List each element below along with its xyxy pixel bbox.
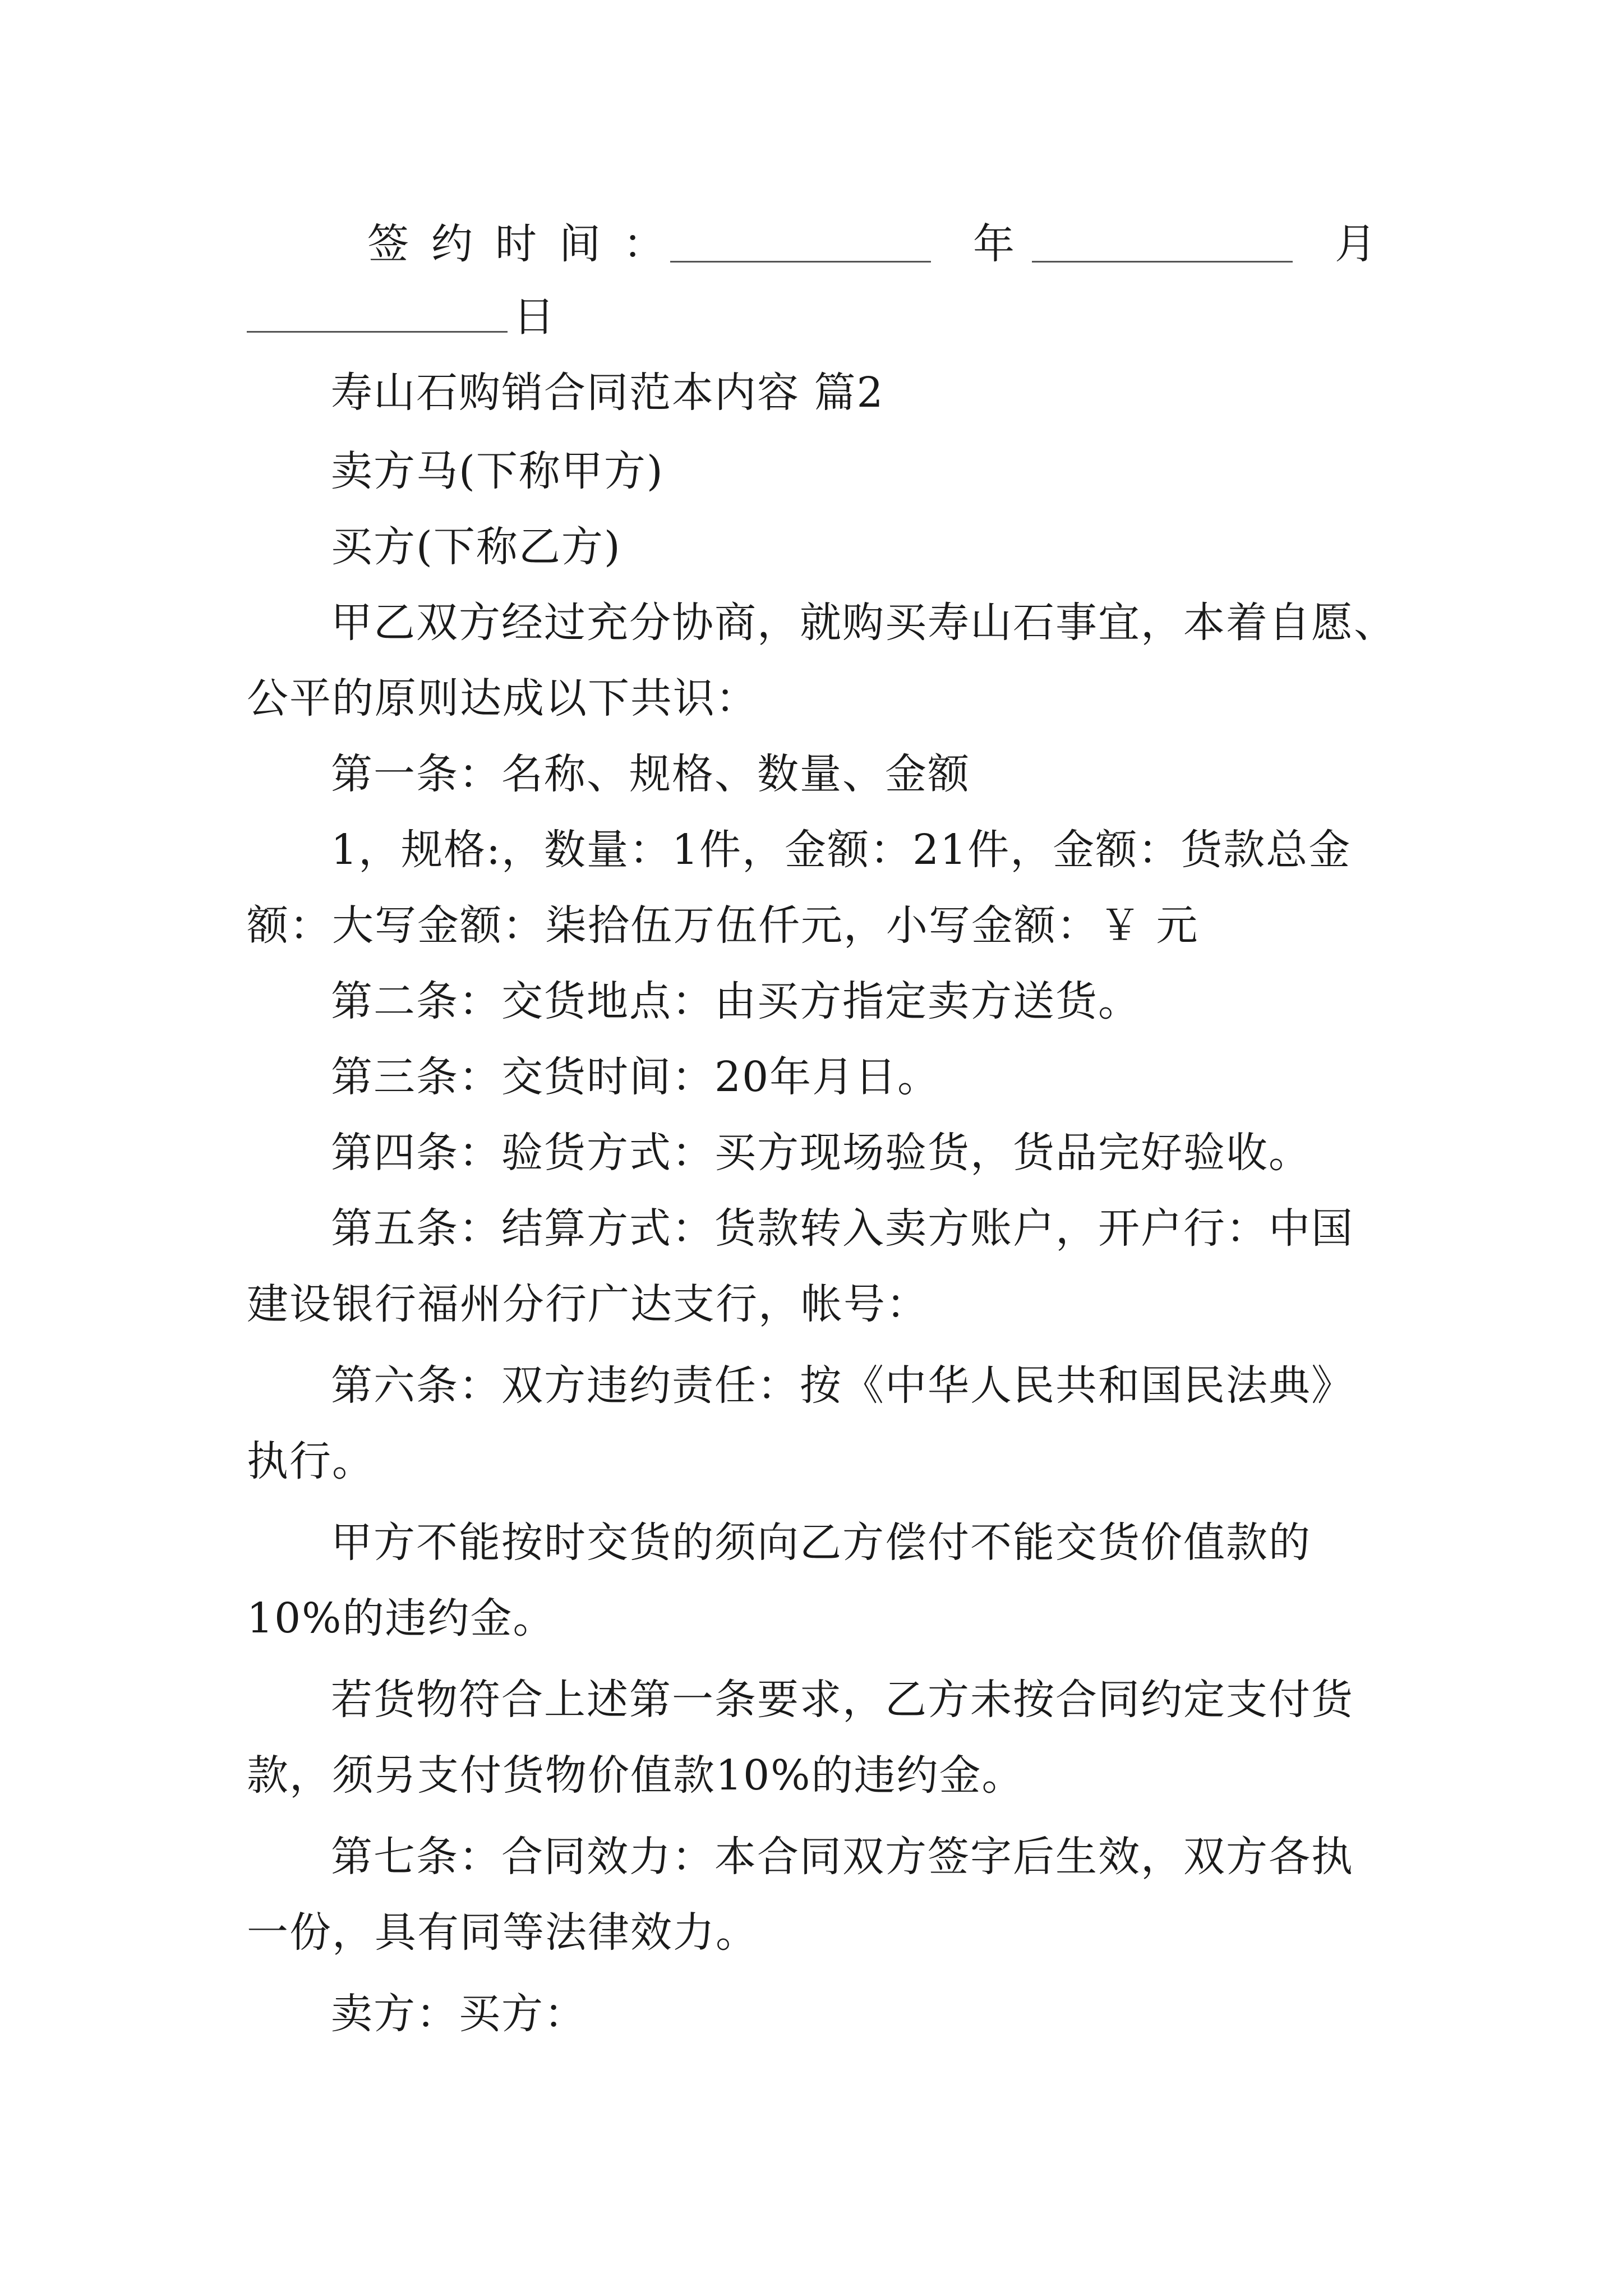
month-label: 月 bbox=[1335, 220, 1376, 268]
article-5-line-2: 建设银行福州分行广达支行，帐号： bbox=[247, 1280, 929, 1328]
buyer-line: 买方(下称乙方) bbox=[331, 523, 621, 571]
article-1-line-1: 1，规格:，数量：1件，金额：21件，金额：货款总金 bbox=[331, 826, 1352, 874]
article-7-line-2: 一份，具有同等法律效力。 bbox=[247, 1908, 758, 1957]
article-3: 第三条：交货时间：20年月日。 bbox=[331, 1053, 940, 1101]
article-7-line-1: 第七条：合同效力：本合同双方签字后生效，双方各执 bbox=[331, 1833, 1354, 1881]
day-blank bbox=[247, 292, 508, 333]
article-6-line-1: 第六条：双方违约责任：按《中华人民共和国民法典》 bbox=[331, 1361, 1354, 1410]
month-blank bbox=[1032, 222, 1293, 263]
section-title: 寿山石购销合同范本内容 篇2 bbox=[331, 369, 884, 417]
year-blank bbox=[670, 222, 931, 263]
year-label: 年 bbox=[973, 220, 1015, 268]
penalty-b-line-1: 若货物符合上述第一条要求，乙方未按合同约定支付货 bbox=[331, 1676, 1354, 1724]
article-1-title: 第一条：名称、规格、数量、金额 bbox=[331, 750, 970, 798]
day-label: 日 bbox=[513, 293, 555, 341]
article-2: 第二条：交货地点：由买方指定卖方送货。 bbox=[331, 977, 1141, 1025]
penalty-a-line-1: 甲方不能按时交货的须向乙方偿付不能交货价值款的 bbox=[331, 1519, 1311, 1567]
seller-line: 卖方马(下称甲方) bbox=[331, 447, 664, 495]
article-5-line-1: 第五条：结算方式：货款转入卖方账户，开户行：中国 bbox=[331, 1204, 1354, 1253]
article-4: 第四条：验货方式：买方现场验货，货品完好验收。 bbox=[331, 1129, 1311, 1177]
article-6-line-2: 执行。 bbox=[247, 1437, 375, 1485]
signature-line: 卖方：买方： bbox=[331, 1990, 587, 2038]
signing-time-label: 签约时间： bbox=[367, 220, 687, 268]
article-1-line-2: 额：大写金额：柒拾伍万伍仟元，小写金额：￥ 元 bbox=[247, 901, 1199, 950]
intro-line-2: 公平的原则达成以下共识： bbox=[247, 674, 758, 723]
penalty-b-line-2: 款，须另支付货物价值款10%的违约金。 bbox=[247, 1751, 1025, 1800]
penalty-a-line-2: 10%的违约金。 bbox=[247, 1594, 556, 1642]
intro-line-1: 甲乙双方经过充分协商，就购买寿山石事宜，本着自愿、 bbox=[331, 599, 1396, 647]
